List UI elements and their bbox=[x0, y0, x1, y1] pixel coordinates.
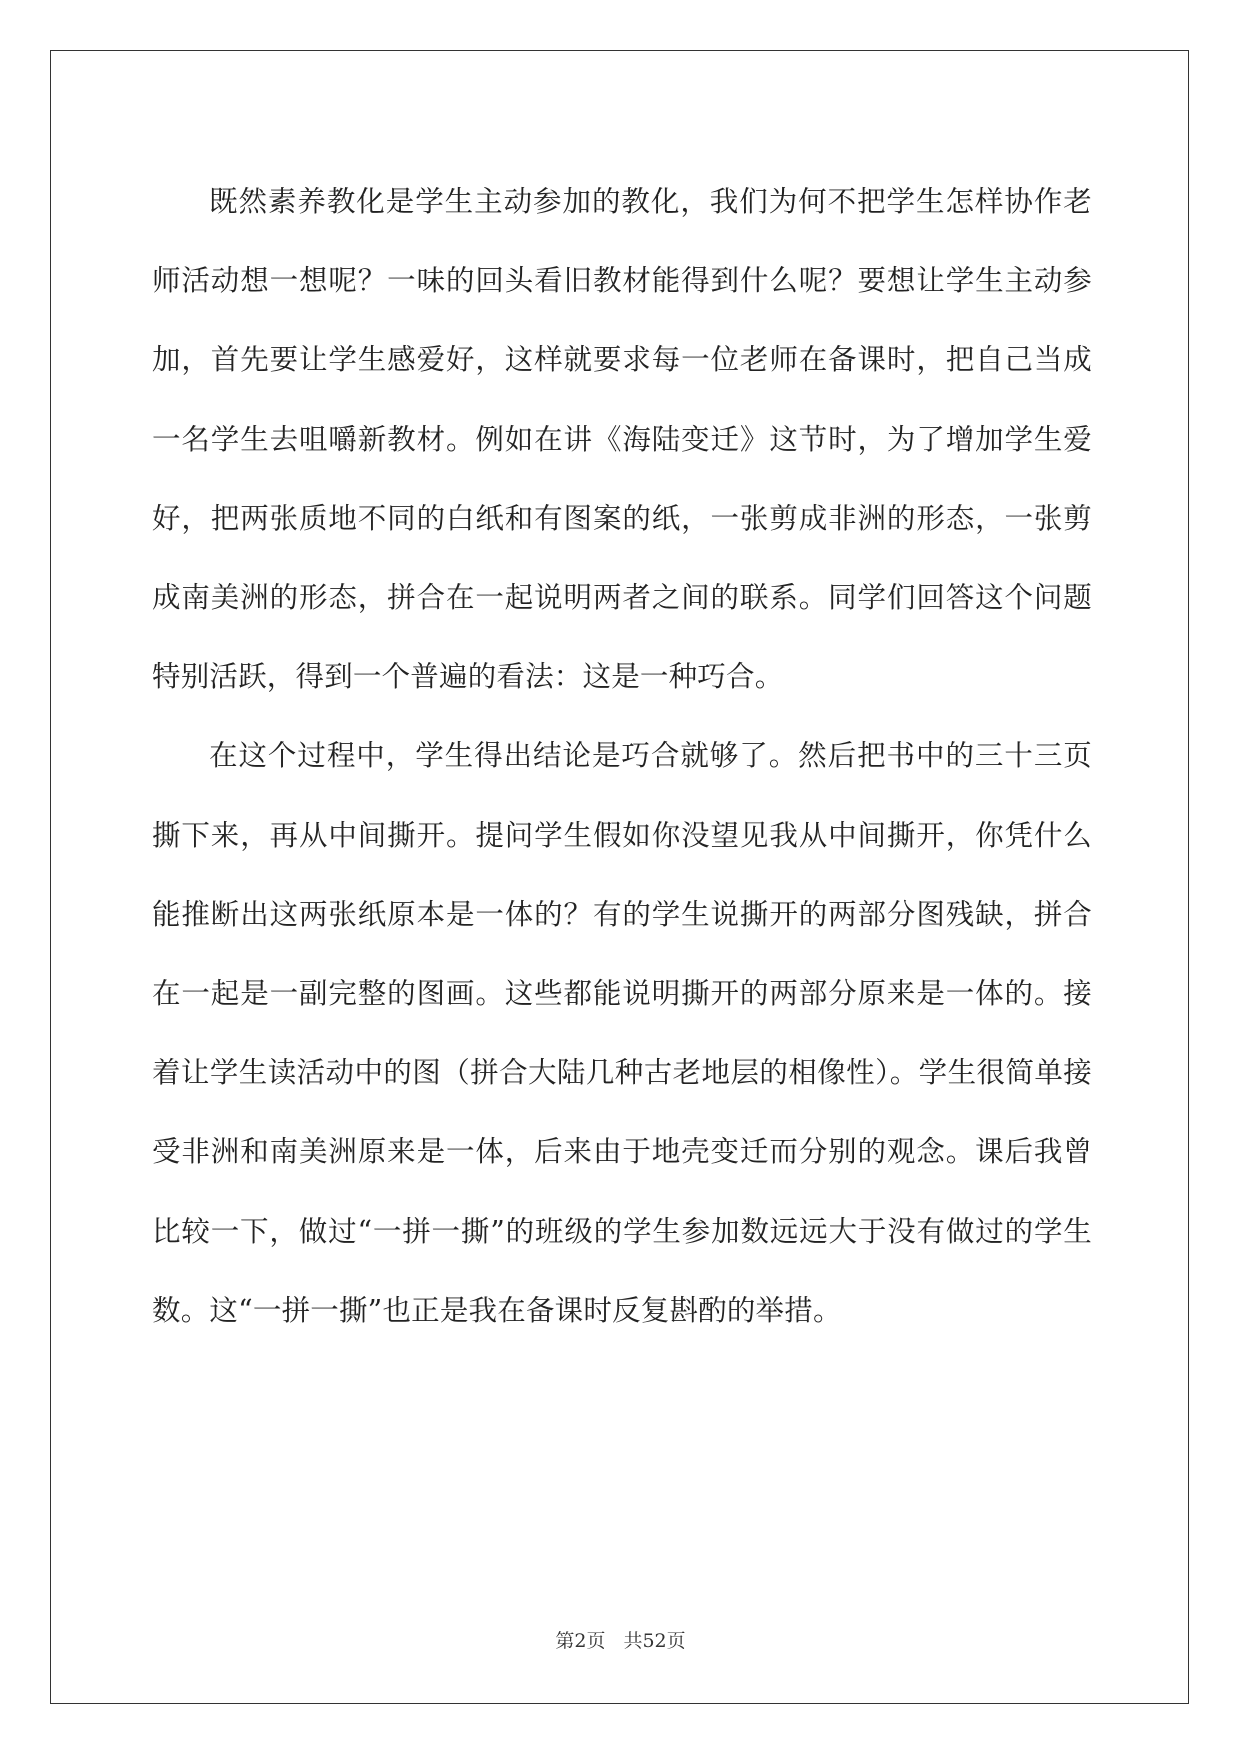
page-number-total: 共52页 bbox=[623, 1630, 686, 1652]
paragraph: 既然素养教化是学生主动参加的教化，我们为何不把学生怎样协作老师活动想一想呢？一味的回头看旧教材能得到什么呢？要想让学生主动参加，首先要让学生感爱好，这样就要求每一位老师在备课时，把自己当成一名学生去咀嚼新教材。例如在讲《海陆变迁》这节时，为了增加学生爱好，把两张质地不同的白纸和有图案的纸，一张剪成非洲的形态，一张剪成南美洲的形态，拼合在一起说明两者之间的联系。同学们回答这个问题特别活跃，得到一个普遍的看法：这是一种巧合。 bbox=[152, 185, 1092, 694]
page-footer bbox=[0, 1629, 1241, 1653]
page-number-current: 第2页 bbox=[555, 1630, 606, 1652]
document-body bbox=[152, 162, 1092, 1350]
paragraph: 在这个过程中，学生得出结论是巧合就够了。然后把书中的三十三页撕下来，再从中间撕开。提问学生假如你没望见我从中间撕开，你凭什么能推断出这两张纸原本是一体的？有的学生说撕开的两部分图残缺，拼合在一起是一副完整的图画。这些都能说明撕开的两部分原来是一体的。接着让学生读活动中的图（拼合大陆几种古老地层的相像性）。学生很简单接受非洲和南美洲原来是一体，后来由于地壳变迁而分别的观念。课后我曾比较一下，做过“一拼一撕”的班级的学生参加数远远大于没有做过的学生数。这“一拼一撕”也正是我在备课时反复斟酌的举措。 bbox=[152, 739, 1092, 1327]
